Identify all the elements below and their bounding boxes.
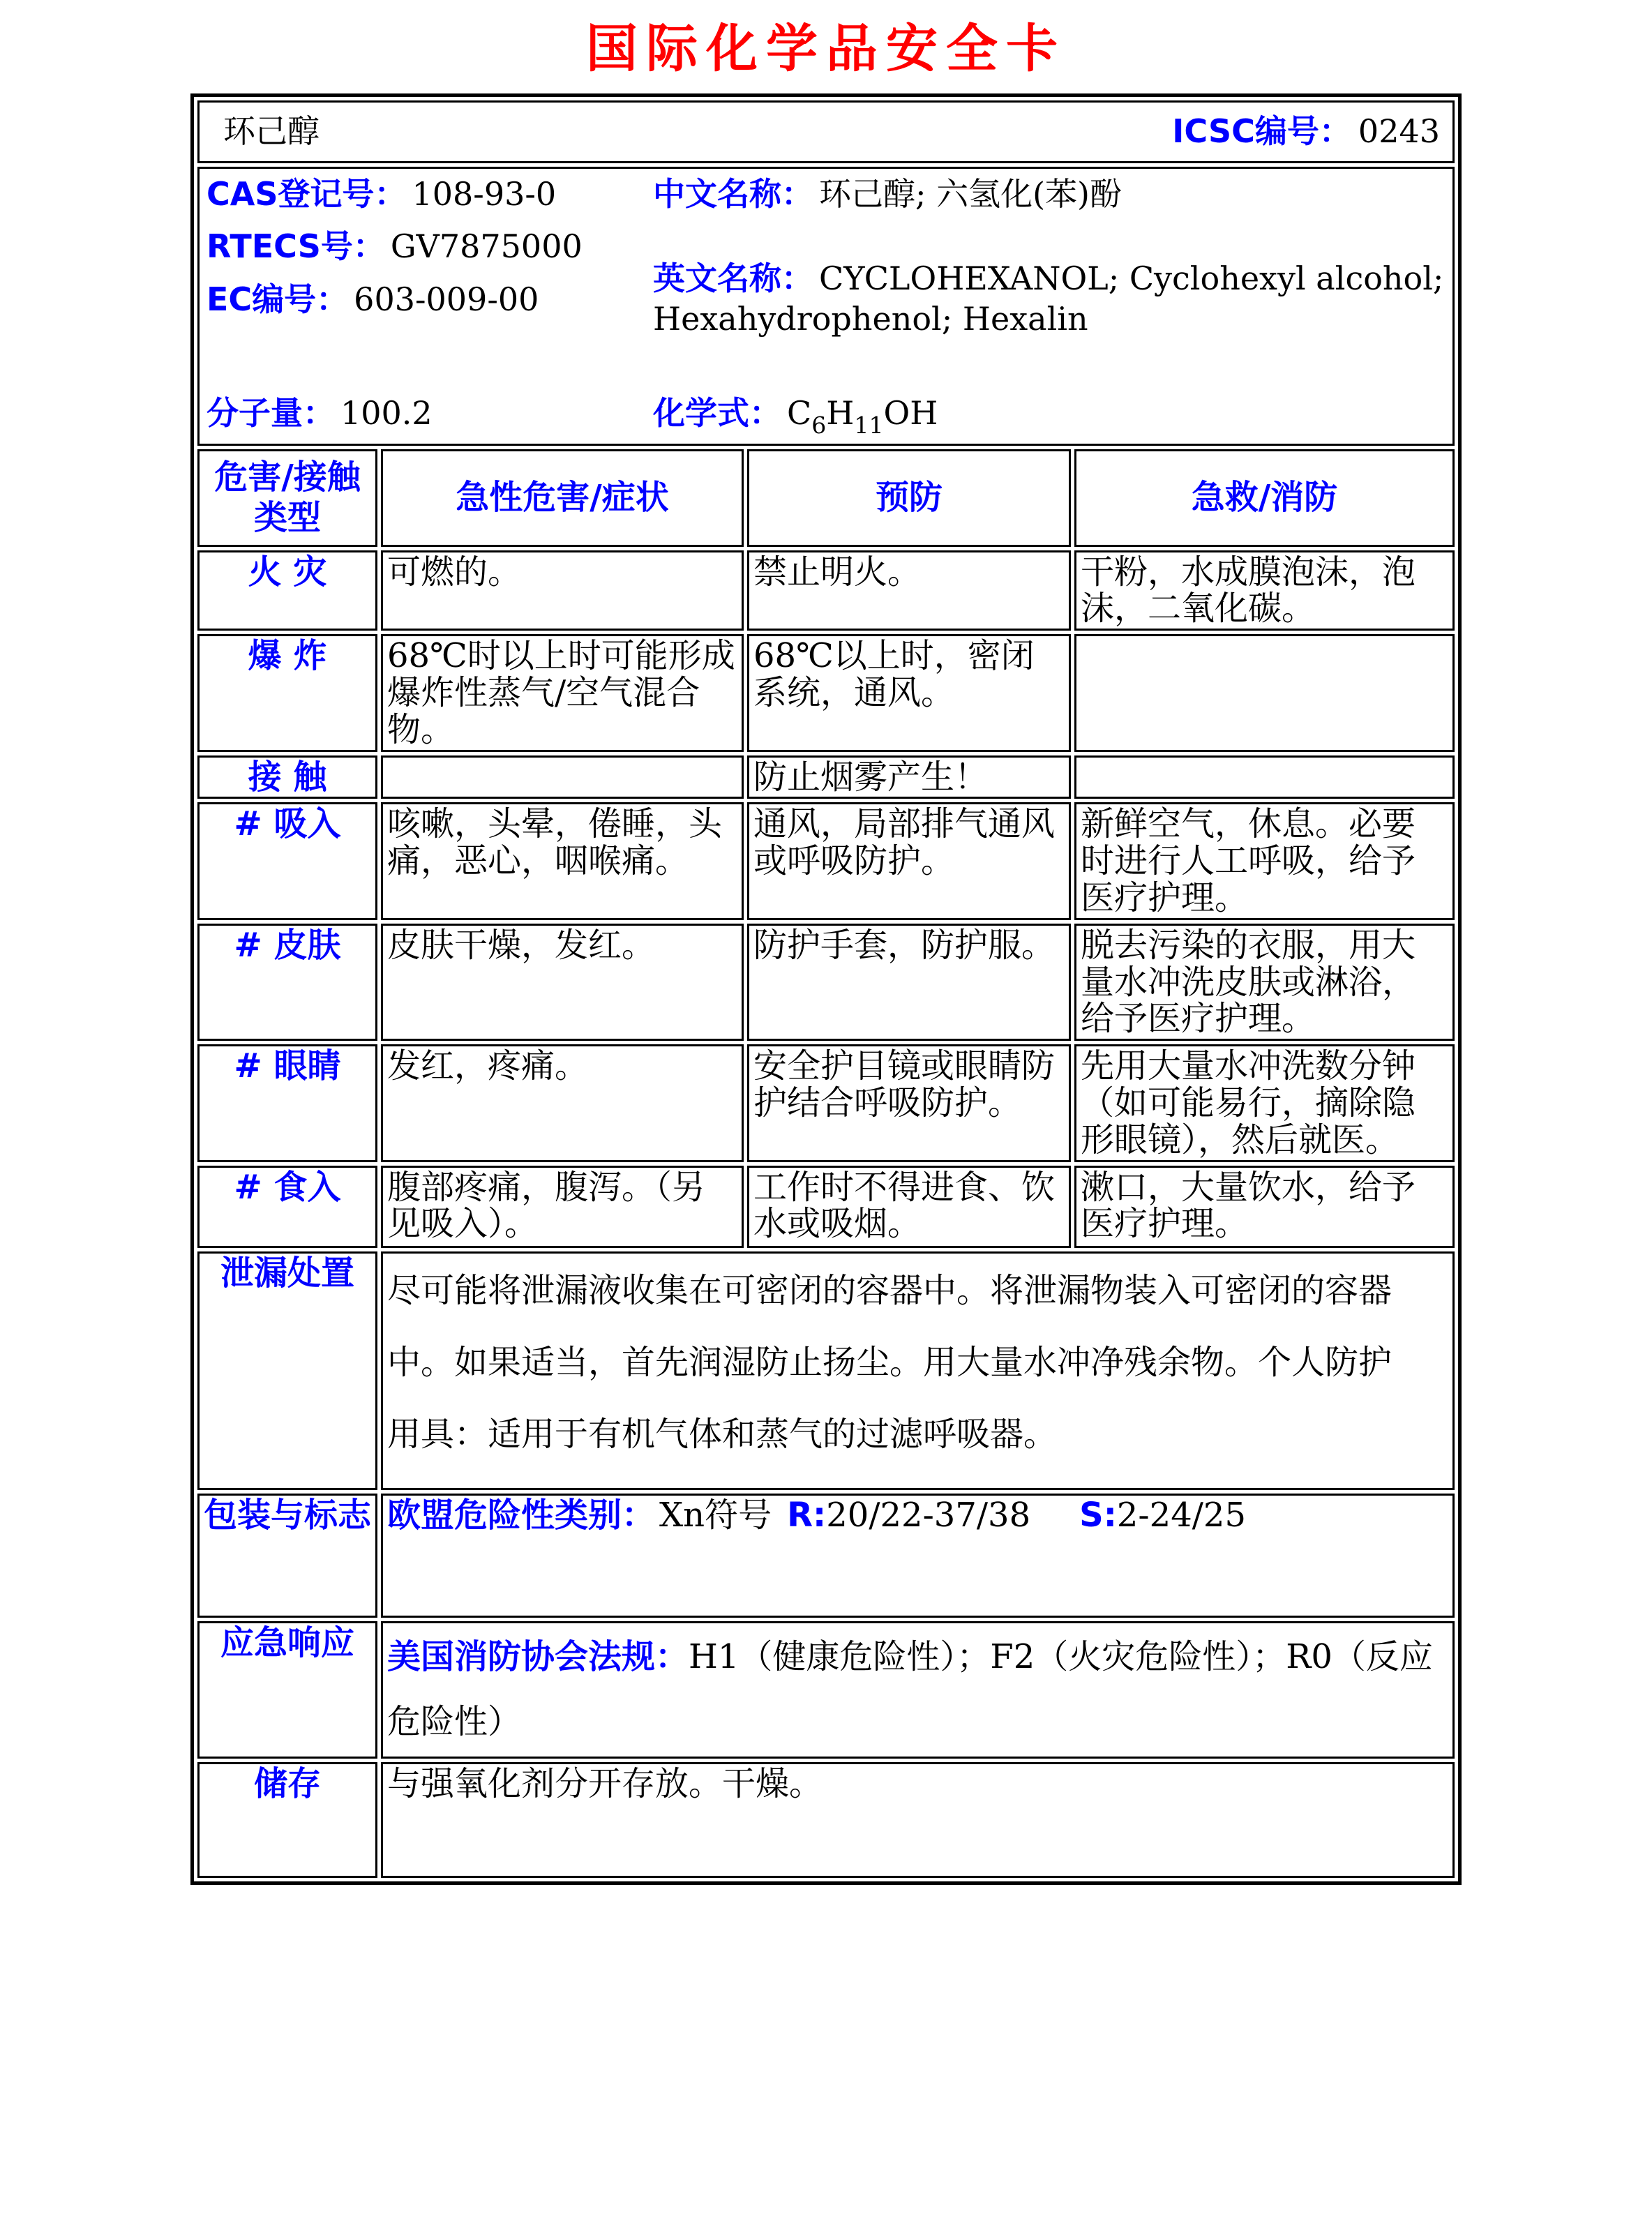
skin-prevention-cell: 防护手套，防护服。 [747,924,1071,1041]
spill-disposal-text: 尽可能将泄漏液收集在可密闭的容器中。将泄漏物装入可密闭的容器中。如果适当，首先润湿防止扬尘。用大量水冲净残余物。个人防护用具：适用于有机气体和蒸气的过滤呼吸器。 [386,1270,1392,1454]
emergency-response-row [197,1621,1455,1759]
exposure-symptoms-cell [381,755,744,799]
eyes-prevention-cell: 安全护目镜或眼睛防护结合呼吸防护。 [747,1044,1071,1161]
hazard-row-explosion [197,634,1455,751]
spill-disposal-label: 泄漏处置 [197,1251,377,1490]
molecular-weight-line [206,393,653,434]
hazard-label-inhalation: # 吸入 [197,802,377,919]
storage-text-cell: 与强氧化剂分开存放。干燥。 [381,1762,1455,1878]
cas-value: 108-93-0 [412,174,557,213]
hazard-row-ingestion [197,1166,1455,1248]
inhalation-firstaid-cell: 新鲜空气，休息。必要时进行人工呼吸，给予医疗护理。 [1074,802,1455,919]
cas-line [206,174,653,215]
ingestion-prevention-cell: 工作时不得进食、饮水或吸烟。 [747,1166,1071,1248]
formula-line [652,393,1446,439]
skin-symptoms-cell: 皮肤干燥，发红。 [381,924,744,1041]
identification-cell [197,167,1455,446]
page-title: 国际化学品安全卡 [586,19,1066,79]
english-name-line [653,259,1446,339]
english-name-value: CYCLOHEXANOL; Cyclohexyl alcohol; Hexahydrophenol; Hexalin [652,260,1444,338]
emergency-response-label: 应急响应 [197,1621,377,1759]
spill-disposal-text-cell [381,1251,1455,1490]
inhalation-symptoms-cell: 咳嗽，头晕，倦睡，头痛，恶心，咽喉痛。 [381,802,744,919]
substance-header-cell [197,100,1455,163]
ec-label: EC编号： [206,280,349,318]
col-header-type: 危害/接触 类型 [197,449,377,547]
formula-value: $C_6H_{11}OH$ [786,394,938,439]
ingestion-symptoms-cell: 腹部疼痛，腹泻。（另见吸入）。 [381,1166,744,1248]
col-header-prevention: 预防 [747,449,1071,547]
col-header-firstaid: 急救/消防 [1074,449,1455,547]
icsc-number-value: 0243 [1358,112,1440,151]
eyes-symptoms-cell: 发红，疼痛。 [381,1044,744,1161]
nfpa-value: H1（健康危险性）；F2（火灾危险性）；R0（反应危险性） [386,1637,1433,1742]
chinese-name-line [653,174,1446,215]
chinese-name-value: 环己醇; 六氢化(苯)酚 [818,174,1122,213]
english-name-label: 英文名称： [652,260,813,298]
hazard-label-skin: # 皮肤 [197,924,377,1041]
fire-symptoms-cell: 可燃的。 [381,550,744,631]
hazard-label-ingestion: # 食入 [197,1166,377,1248]
spill-disposal-row [197,1251,1455,1490]
icsc-number-label: ICSC编号： [1172,112,1351,151]
rtecs-label: RTECS号： [206,227,385,266]
emergency-response-text-cell [381,1621,1455,1759]
identification-row [197,167,1455,446]
exposure-firstaid-cell [1074,755,1455,799]
cas-label: CAS登记号： [206,174,407,213]
nfpa-label: 美国消防协会法规： [386,1637,689,1676]
fire-prevention-cell: 禁止明火。 [747,550,1071,631]
eu-symbol-value: Xn符号 [659,1495,772,1535]
substance-header-row [197,100,1455,163]
s-phrases-label: S: [1079,1495,1117,1535]
storage-row [197,1762,1455,1878]
explosion-symptoms-cell: 68℃时以上时可能形成爆炸性蒸气/空气混合物。 [381,634,744,751]
hazard-row-inhalation [197,802,1455,919]
molecular-weight-label: 分子量： [206,394,335,433]
inhalation-prevention-cell: 通风，局部排气通风或呼吸防护。 [747,802,1071,919]
hazard-row-eyes [197,1044,1455,1161]
substance-name: 环己醇 [223,112,320,151]
names-block [653,174,1446,438]
hazard-label-explosion: 爆 炸 [197,634,377,751]
hazard-row-exposure [197,755,1455,799]
packaging-labelling-row [197,1494,1455,1618]
rtecs-value: GV7875000 [390,227,583,266]
r-phrases-value: 20/22-37/38 [826,1495,1031,1535]
packaging-labelling-text-cell [381,1494,1455,1618]
ec-line [206,280,653,320]
hazard-row-skin [197,924,1455,1041]
molecular-weight-value: 100.2 [340,394,433,433]
fire-firstaid-cell: 干粉，水成膜泡沫，泡沫，二氧化碳。 [1074,550,1455,631]
icsc-card-table [190,93,1462,1885]
hazard-label-exposure: 接 触 [197,755,377,799]
hazard-row-fire [197,550,1455,631]
column-header-row [197,449,1455,547]
packaging-labelling-label: 包装与标志 [197,1494,377,1618]
formula-label: 化学式： [652,394,781,433]
skin-firstaid-cell: 脱去污染的衣服，用大量水冲洗皮肤或淋浴，给予医疗护理。 [1074,924,1455,1041]
r-phrases-label: R: [787,1495,827,1535]
explosion-prevention-cell: 68℃以上时，密闭系统，通风。 [747,634,1071,751]
col-header-symptoms: 急性危害/症状 [381,449,744,547]
rtecs-line [206,227,653,267]
chinese-name-label: 中文名称： [652,174,813,213]
explosion-firstaid-cell [1074,634,1455,751]
exposure-prevention-cell: 防止烟雾产生！ [747,755,1071,799]
storage-label: 储存 [197,1762,377,1878]
hazard-label-eyes: # 眼睛 [197,1044,377,1161]
ec-value: 603-009-00 [354,280,539,318]
eyes-firstaid-cell: 先用大量水冲洗数分钟（如可能易行，摘除隐形眼镜），然后就医。 [1074,1044,1455,1161]
s-phrases-value: 2-24/25 [1116,1495,1246,1535]
registry-numbers-block [206,174,653,438]
ingestion-firstaid-cell: 漱口，大量饮水，给予医疗护理。 [1074,1166,1455,1248]
hazard-label-fire: 火 灾 [197,550,377,631]
eu-hazard-class-label: 欧盟危险性类别： [386,1495,655,1535]
icsc-number [1172,114,1440,149]
